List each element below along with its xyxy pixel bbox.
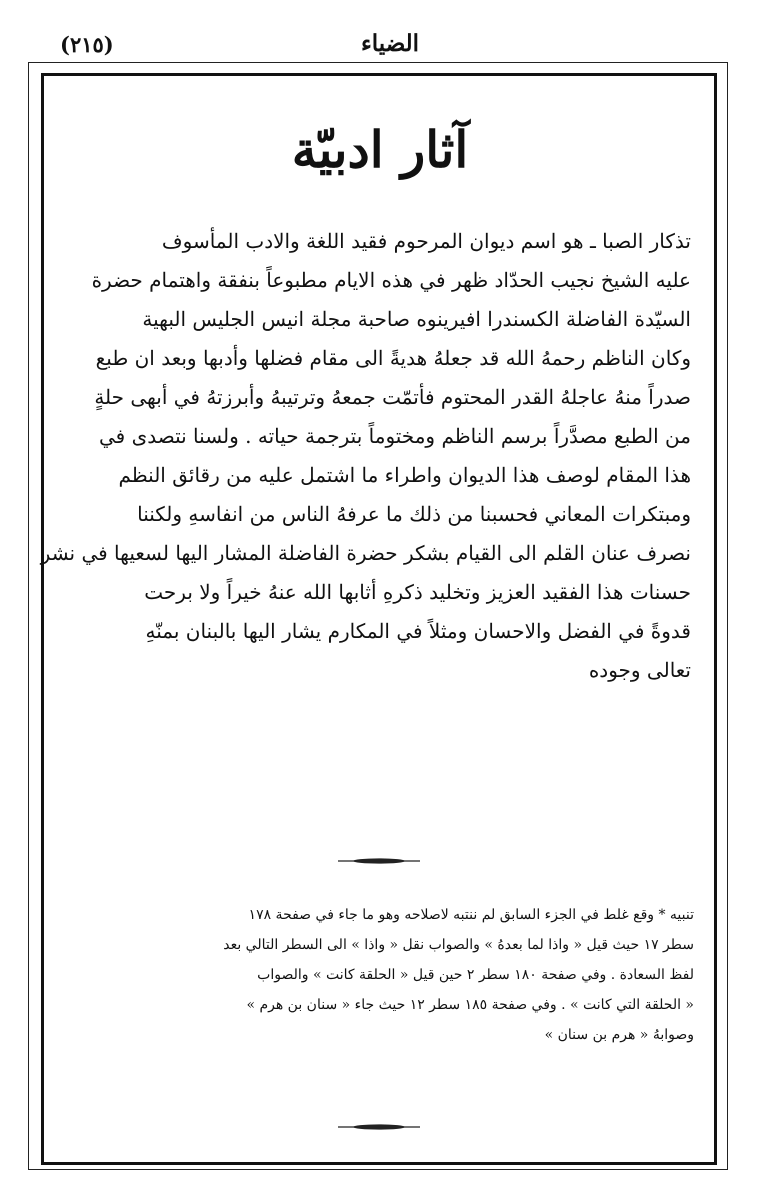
page-number: (٢١٥) [60,32,114,57]
body-line: السيّدة الفاضلة الكسندرا افيرينوه صاحبة مجلة انيس الجليس البهية [142,307,691,331]
note-line: تنبيه * وقع غلط في الجزء السابق لم ننتبه لاصلاحه وهو ما جاء في صفحة ١٧٨ [248,907,694,923]
body-line: نصرف عنان القلم الى القيام بشكر حضرة الفاضلة المشار اليها لسعيها في نشر [40,541,691,565]
body-line: صدراً منهُ عاجلهُ القدر المحتوم فأتمّت جمعهُ وترتيبهُ وأبرزتهُ في أبهى حلةٍ [94,385,691,409]
note-line: لفظ السعادة . وفي صفحة ١٨٠ سطر ٢ حين قيل « الحلقة كانت » والصواب [257,967,694,983]
body-line: قدوةً في الفضل والاحسان ومثلاً في المكارم يشار اليها بالبنان بمنّهِ [145,619,691,643]
body-line: تذكار الصبا ـ هو اسم ديوان المرحوم فقيد اللغة والادب المأسوف [161,229,691,253]
closing-divider [338,1123,420,1131]
page-header [60,30,720,64]
running-title: الضياء [360,30,420,57]
body-line: ومبتكرات المعاني فحسبنا من ذلك ما عرفهُ الناس من انفاسهِ ولكننا [137,502,691,526]
note-line: سطر ١٧ حيث قيل « واذا لما بعدهُ » والصواب نقل « واذا » الى السطر التالي بعد [223,937,694,953]
body-line: هذا المقام لوصف هذا الديوان واطراء ما اشتمل عليه من رقائق النظم [118,463,691,487]
article-body [40,222,691,690]
body-line: تعالى وجوده [588,658,691,682]
body-line: من الطبع مصدَّراً برسم الناظم ومختوماً بترجمة حياته . ولسنا نتصدى في [99,424,691,448]
article-title: آثار ادبيّة [291,120,469,179]
erratum-note [64,900,694,1050]
note-line: وصوابهُ « هرم بن سنان » [544,1027,694,1043]
body-line: حسنات هذا الفقيد العزيز وتخليد ذكرهِ أثابها الله عنهُ خيراً ولا برحت [144,580,691,604]
section-divider [338,857,420,865]
body-line: عليه الشيخ نجيب الحدّاد ظهر في هذه الايام مطبوعاً بنفقة واهتمام حضرة [91,268,691,292]
note-line: « الحلقة التي كانت » . وفي صفحة ١٨٥ سطر ١٢ حيث جاء « سنان بن هرم » [246,997,694,1013]
body-line: وكان الناظم رحمهُ الله قد جعلهُ هديةً الى مقام فضلها وأدبها وبعد ان طبع [95,346,691,370]
